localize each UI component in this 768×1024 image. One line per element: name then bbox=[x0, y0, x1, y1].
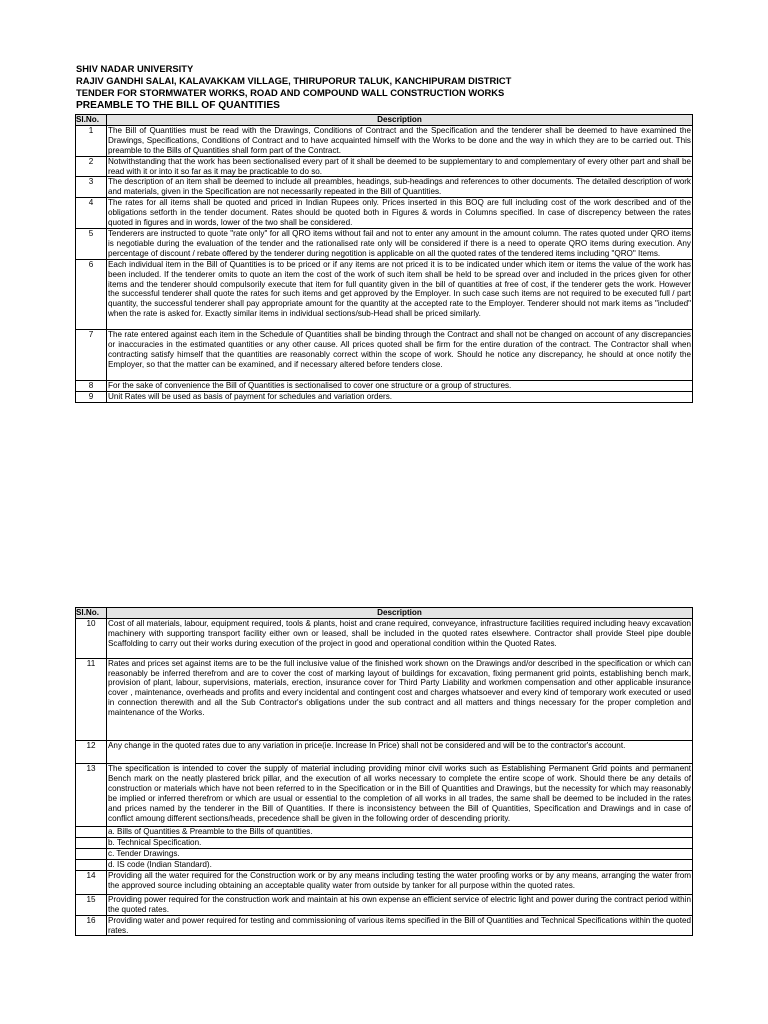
row-number: 1 bbox=[76, 125, 107, 156]
row-description: For the sake of convenience the Bill of Quantities is sectionalised to cover one structure or a group of structures. bbox=[107, 380, 693, 391]
row-description: The specification is intended to cover the supply of material including providing minor civil works such as Establishing Permanent Grid points and permanent Bench mark on the neatly plastered brick pillar, and the execution of all works necessary to complete the entire scope of work. Should there be any details of construction or materials which have not been referred to in the Specification or in the Bill of Quantities and Drawings, but the necessity for which may reasonably be implied or inferred therefrom or which are usual or essential to the completion of all works in all trades, the same shall be deemed to be included in the rates and prices named by the tenderer in the Bill of Quantities. If there is inconsistency between the Bill of Quantities, Specification and Drawings and in case of conflict amoung different sections/heads, precedence shall be given in the following order of descending priority. bbox=[107, 763, 693, 826]
table-row bbox=[76, 330, 693, 381]
preamble-title: PREAMBLE TO THE BILL OF QUANTITIES bbox=[76, 100, 280, 111]
table-row bbox=[76, 871, 693, 895]
table-row bbox=[76, 156, 693, 177]
university-name: SHIV NADAR UNIVERSITY bbox=[76, 63, 194, 74]
row-number: 2 bbox=[76, 156, 107, 177]
table-row bbox=[76, 915, 693, 936]
row-number bbox=[76, 838, 107, 849]
table-row bbox=[76, 658, 693, 740]
row-description: Any change in the quoted rates due to any variation in price(ie. Increase In Price) shall not be considered and will be to the contractor's account. bbox=[107, 741, 693, 764]
row-number: 16 bbox=[76, 915, 107, 936]
column-header-description: Description bbox=[107, 115, 693, 126]
table-row bbox=[76, 198, 693, 229]
row-description: d. IS code (Indian Standard). bbox=[107, 860, 693, 871]
table-row bbox=[76, 618, 693, 658]
preamble-table-1 bbox=[75, 114, 693, 403]
row-description: Unit Rates will be used as basis of payment for schedules and variation orders. bbox=[107, 391, 693, 402]
table-row bbox=[76, 763, 693, 826]
row-number bbox=[76, 860, 107, 871]
table-row bbox=[76, 391, 693, 402]
table-row bbox=[76, 380, 693, 391]
table-header-row bbox=[76, 115, 693, 126]
preamble-table-2 bbox=[75, 607, 693, 936]
row-description: Tenderers are instructed to quote "rate only" for all QRO items without fail and not to enter any amount in the amount column. The rates quoted under QRO items is negotiable during the evaluation of the tender and the rationalised rate only will be considered if there is a need to operate QRO items during execution. Any percentage of discount / rebate offered by the tenderer during negotition is applicable on all the quoted rates of the tendered items including "QRO" Items. bbox=[108, 228, 691, 258]
row-number bbox=[76, 827, 107, 838]
row-description: The rate entered against each item in the Schedule of Quantities shall be binding through the Contract and shall not be changed on account of any discrepancies or inaccuracies in the estimated quantities or any other cause. All prices quoted shall be firm for the entire duration of the contract. The Contractor shall when contracting satisfy himself that the quantities are reasonably correct within the scope of work. Should he notice any discrepancy, he should at once notify the Employer, so that the matter can be examined, and if necessary altered before tenders close. bbox=[107, 330, 693, 381]
row-number: 14 bbox=[76, 871, 107, 895]
table-header-row bbox=[76, 608, 693, 619]
row-number: 9 bbox=[76, 391, 107, 402]
row-description: Notwithstanding that the work has been sectionalised every part of it shall be deemed to be supplementary to and complementary of every other part and shall be read with it or into it so far as it may be practicable to do so. bbox=[108, 156, 691, 176]
row-description: The Bill of Quantities must be read with the Drawings, Conditions of Contract and the Specification and the tenderer shall be deemed to have examined the Drawings, Specifications, Conditions of Contract and to have acquainted himself with the Works to be done and the way in which they are to be carried out. This preamble to the Bills of Quantities shall form part of the Contract. bbox=[108, 125, 691, 155]
row-number: 6 bbox=[76, 259, 107, 329]
table-row bbox=[76, 125, 693, 156]
table-row bbox=[76, 259, 693, 329]
row-description: b. Technical Specification. bbox=[107, 838, 693, 849]
row-description: Providing all the water required for the Construction work or by any means including testing the water proofing works or by any means, arranging the water from the approved source including obtaining an acceptable quality water from outside by tanker for all purpose within the quoted rates. bbox=[107, 871, 693, 895]
table-row bbox=[76, 849, 693, 860]
row-description: Cost of all materials, labour, equipment required, tools & plants, hoist and crane required, conveyance, infrastructure facilities required including heavy excavation machinery with supporting transport facility either own or leased, shall be included in the quoted rates elsewhere. Contractor shall provide Steel pipe double Scaffolding to carry out their works during execution of the project in good and operational condition within the Quoted Rates. bbox=[107, 618, 693, 658]
row-number: 11 bbox=[76, 658, 107, 740]
row-number bbox=[76, 849, 107, 860]
row-number: 15 bbox=[76, 894, 107, 915]
site-address: RAJIV GANDHI SALAI, KALAVAKKAM VILLAGE, THIRUPORUR TALUK, KANCHIPURAM DISTRICT bbox=[76, 75, 512, 86]
row-description: Rates and prices set against items are to be the full inclusive value of the finished work shown on the Drawings and/or described in the specification or which can reasonably be inferred therefrom and are to cover the cost of marking layout of buildings for excavation, fixing permanent grid points, establishing bench mark, provision of plant, labour, supervisions, materials, erection, insurance cover for Third Party Liability and workmen compensation and other applicable insurance cover , maintenance, overheads and profits and every incidental and contingent cost and charges whatsoever and every kind of temporary work executed or used in connection therewith and all the Sub Contractor's obligations under the sub contract and all matters and things necessary for the proper completion and maintenance of the Works. bbox=[107, 658, 693, 740]
table-row bbox=[76, 228, 693, 259]
table-row bbox=[76, 177, 693, 198]
column-header-sl-no: Sl.No. bbox=[76, 608, 107, 619]
row-description: a. Bills of Quantities & Preamble to the Bills of quantities. bbox=[107, 827, 693, 838]
row-description: c. Tender Drawings. bbox=[107, 849, 693, 860]
row-description: The rates for all items shall be quoted and priced in Indian Rupees only. Prices inserted in this BOQ are full including cost of the work described and of the obligations setforth in the tender document. Rates should be quoted both in Figures & words in Columns specified. In case of discrepency between the rates quoted in figures and in words, lower of the two shall be considered. bbox=[108, 198, 691, 228]
table-row bbox=[76, 894, 693, 915]
column-header-sl-no: Sl.No. bbox=[76, 115, 107, 126]
row-number: 3 bbox=[76, 177, 107, 198]
document-header bbox=[76, 63, 696, 112]
column-header-description: Description bbox=[107, 608, 693, 619]
row-number: 12 bbox=[76, 741, 107, 764]
table-row bbox=[76, 860, 693, 871]
table-row bbox=[76, 838, 693, 849]
row-number: 5 bbox=[76, 228, 107, 259]
table-row bbox=[76, 741, 693, 764]
table-row bbox=[76, 827, 693, 838]
row-description: Each individual item in the Bill of Quantities is to be priced or if any items are not priced it is to be indicated under which item or items the value of the work has been included. If the tenderer omits to quote an item the cost of the work of such item shall be held to be spread over and included in the prices given for other items and the tenderer should compulsorily execute that item for full quantity given in the bill of quantities at free of cost, if the tenderer gets the work. However the successful tenderer shall quote the rates for such items and get approved by the Employer. In such case such items are not required to be executed full / part quantity, the successful tenderer shall pay appropriate amount for the quantity at the accepted rate to the Employer. Tenderer should not mark items as "included" when the rate is asked for. Exactly similar items in individual sections/sub-Head shall be priced similarly. bbox=[107, 259, 693, 329]
tender-title: TENDER FOR STORMWATER WORKS, ROAD AND COMPOUND WALL CONSTRUCTION WORKS bbox=[76, 87, 505, 98]
row-number: 7 bbox=[76, 330, 107, 381]
row-number: 13 bbox=[76, 763, 107, 826]
row-number: 4 bbox=[76, 198, 107, 229]
row-number: 10 bbox=[76, 618, 107, 658]
row-description: Providing water and power required for testing and commissioning of various items specified in the Bill of Quantities and Technical Specifications within the quoted rates. bbox=[108, 915, 691, 935]
row-description: Providing power required for the construction work and maintain at his own expense an efficient service of electric light and power during the contract period within the quoted rates. bbox=[108, 894, 691, 914]
row-description: The description of an item shall be deemed to include all preambles, headings, sub-headings and references to other documents. The detailed description of work and materials, given in the Specification are not necessarily repeated in the Bill of Quantities. bbox=[108, 177, 691, 197]
row-number: 8 bbox=[76, 380, 107, 391]
